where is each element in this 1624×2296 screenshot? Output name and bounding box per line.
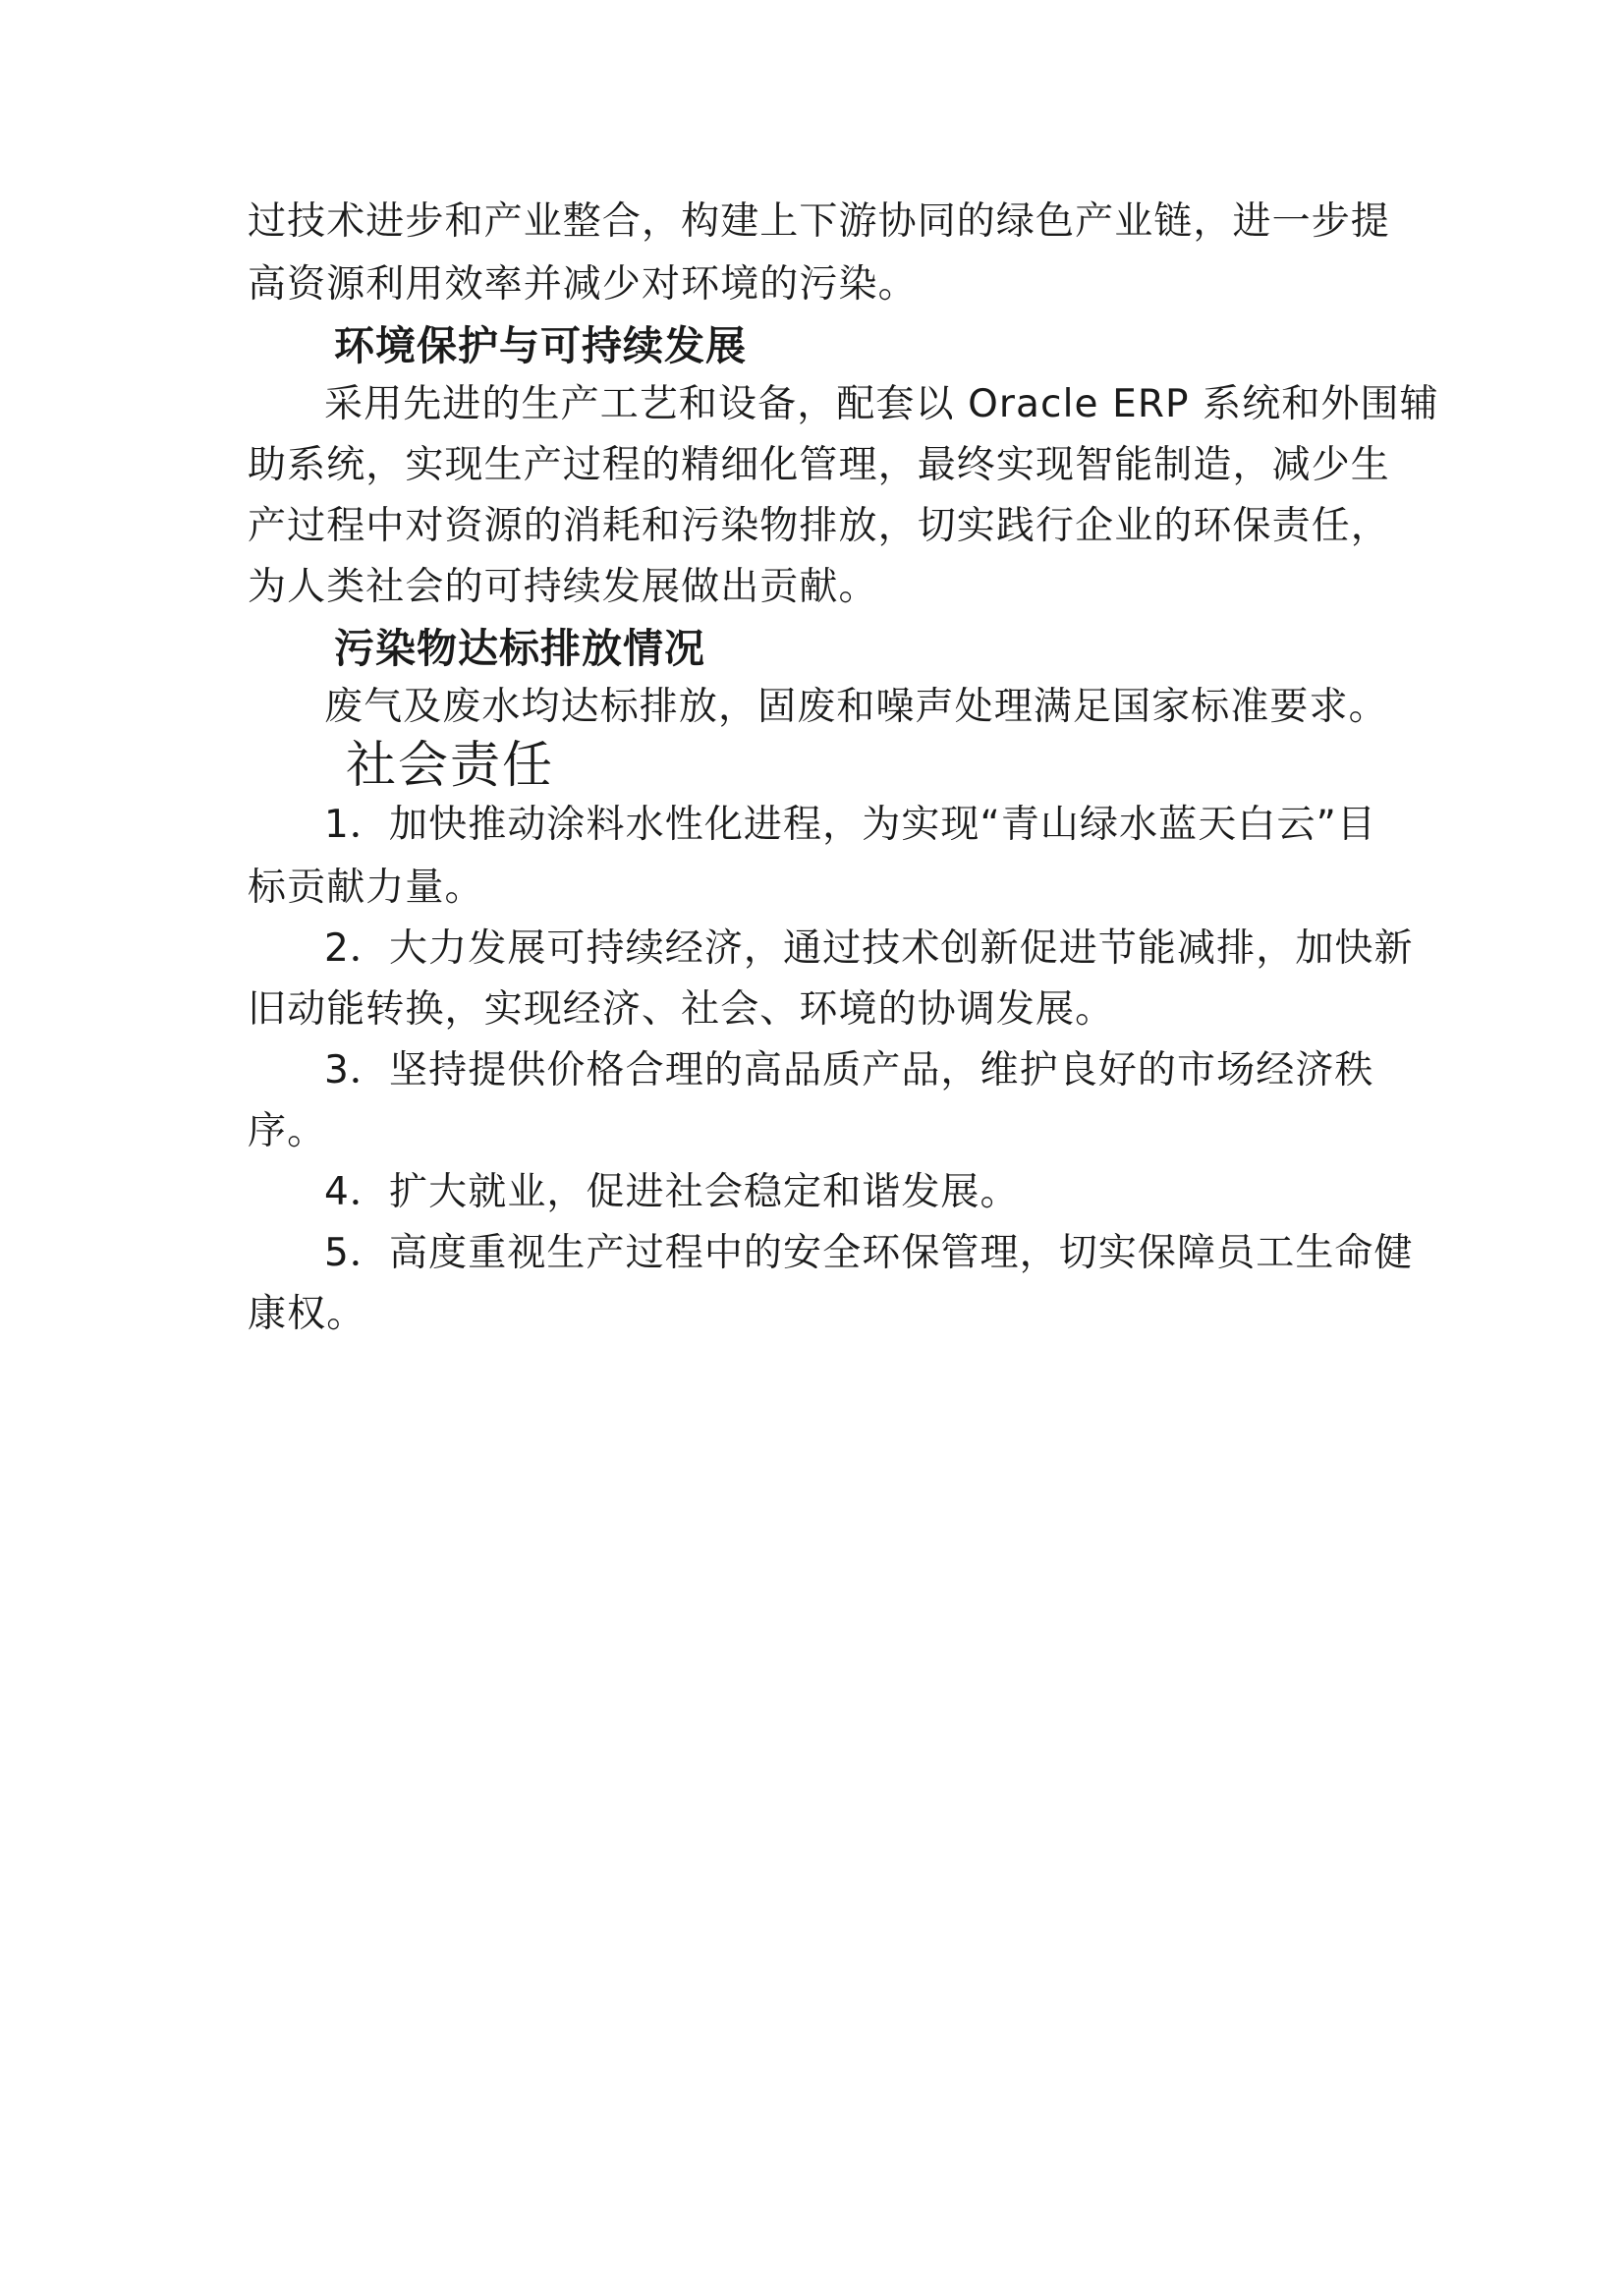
paragraph-line: 采用先进的生产工艺和设备，配套以 Oracle ERP 系统和外围辅 — [324, 382, 1439, 426]
paragraph-line: 助系统，实现生产过程的精细化管理，最终实现智能制造，减少生 — [248, 443, 1390, 487]
list-item-line: 5．高度重视生产过程中的安全环保管理，切实保障员工生命健 — [324, 1231, 1414, 1275]
list-item-line: 1．加快推动涂料水性化进程，为实现“青山绿水蓝天白云”目 — [324, 803, 1377, 847]
paragraph-line: 产过程中对资源的消耗和污染物排放，切实践行企业的环保责任， — [248, 504, 1390, 548]
section-heading: 环境保护与可持续发展 — [334, 322, 747, 369]
list-item-line: 标贡献力量。 — [248, 866, 484, 910]
paragraph-line: 高资源利用效率并减少对环境的污染。 — [248, 262, 918, 307]
list-item-line: 康权。 — [248, 1292, 366, 1336]
list-item-line: 旧动能转换，实现经济、社会、环境的协调发展。 — [248, 987, 1115, 1032]
section-heading: 污染物达标排放情况 — [334, 625, 705, 672]
paragraph-line: 过技术进步和产业整合，构建上下游协同的绿色产业链，进一步提 — [248, 199, 1390, 244]
list-item-line: 2．大力发展可持续经济，通过技术创新促进节能减排，加快新 — [324, 926, 1414, 971]
list-item-line: 3．坚持提供价格合理的高品质产品，维护良好的市场经济秩 — [324, 1048, 1374, 1092]
list-item-line: 序。 — [248, 1109, 327, 1153]
paragraph-line: 废气及废水均达标排放，固废和噪声处理满足国家标准要求。 — [324, 685, 1388, 729]
list-item-line: 4．扩大就业，促进社会稳定和谐发展。 — [324, 1170, 1020, 1214]
section-heading: 社会责任 — [346, 737, 555, 795]
paragraph-line: 为人类社会的可持续发展做出贡献。 — [248, 565, 878, 609]
